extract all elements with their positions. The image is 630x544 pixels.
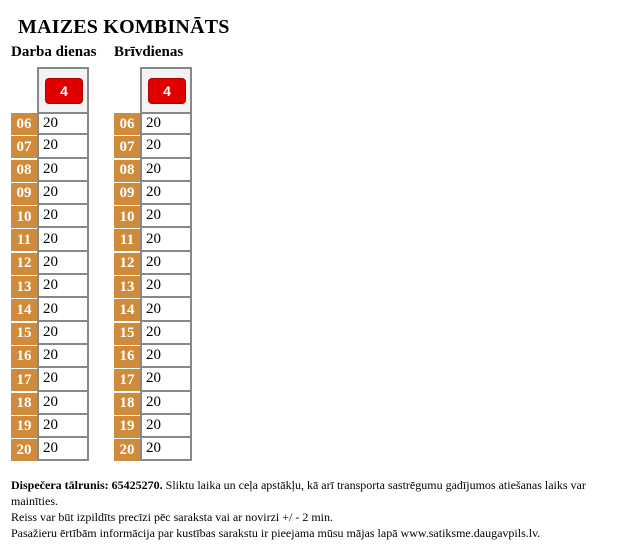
minutes-cell: 20 bbox=[37, 112, 89, 135]
schedule-row bbox=[11, 112, 91, 135]
schedule-row bbox=[114, 415, 194, 438]
minutes-cell: 20 bbox=[140, 438, 192, 461]
hour-cell: 10 bbox=[11, 206, 37, 228]
hour-cell: 17 bbox=[11, 369, 37, 391]
hour-cell: 16 bbox=[114, 346, 140, 368]
weekdays-heading: Darba dienas bbox=[11, 44, 97, 60]
minutes-cell: 20 bbox=[37, 298, 89, 321]
schedule-row bbox=[114, 252, 194, 275]
minutes-cell: 20 bbox=[140, 159, 192, 182]
minutes-cell: 20 bbox=[140, 252, 192, 275]
minutes-cell: 20 bbox=[37, 159, 89, 182]
route-header bbox=[140, 67, 192, 112]
dispatcher-phone: Dispečera tālrunis: 65425270. bbox=[11, 478, 163, 492]
schedule-row bbox=[114, 112, 194, 135]
minutes-cell: 20 bbox=[37, 182, 89, 205]
weekends-heading: Brīvdienas bbox=[114, 44, 184, 60]
minutes-cell: 20 bbox=[140, 275, 192, 298]
schedule-row bbox=[114, 345, 194, 368]
minutes-cell: 20 bbox=[37, 135, 89, 158]
schedule-row bbox=[11, 252, 91, 275]
hour-cell: 18 bbox=[11, 393, 37, 415]
hour-cell: 08 bbox=[114, 160, 140, 182]
route-header bbox=[37, 67, 89, 112]
minutes-cell: 20 bbox=[37, 228, 89, 251]
weekdays-schedule bbox=[11, 67, 91, 461]
minutes-cell: 20 bbox=[140, 228, 192, 251]
hour-cell: 08 bbox=[11, 160, 37, 182]
minutes-cell: 20 bbox=[37, 345, 89, 368]
schedule-row bbox=[114, 368, 194, 391]
schedule-row bbox=[114, 275, 194, 298]
schedule-row bbox=[114, 322, 194, 345]
hour-cell: 09 bbox=[11, 183, 37, 205]
minutes-cell: 20 bbox=[37, 322, 89, 345]
schedule-row bbox=[11, 275, 91, 298]
schedule-row bbox=[114, 298, 194, 321]
schedule-row bbox=[11, 322, 91, 345]
hour-cell: 11 bbox=[114, 229, 140, 251]
schedule-row bbox=[11, 392, 91, 415]
schedule-row bbox=[11, 345, 91, 368]
schedule-row bbox=[11, 415, 91, 438]
minutes-cell: 20 bbox=[140, 205, 192, 228]
hour-cell: 20 bbox=[11, 439, 37, 461]
minutes-cell: 20 bbox=[140, 392, 192, 415]
schedule-row bbox=[114, 392, 194, 415]
schedule-row bbox=[11, 438, 91, 461]
schedule-row bbox=[11, 159, 91, 182]
minutes-cell: 20 bbox=[140, 345, 192, 368]
minutes-cell: 20 bbox=[140, 112, 192, 135]
schedule-row bbox=[114, 438, 194, 461]
hour-cell: 07 bbox=[11, 136, 37, 158]
schedule-row bbox=[114, 159, 194, 182]
schedule-row bbox=[11, 368, 91, 391]
minutes-cell: 20 bbox=[37, 415, 89, 438]
hour-cell: 12 bbox=[114, 253, 140, 275]
minutes-cell: 20 bbox=[140, 182, 192, 205]
footer-line-1 bbox=[11, 477, 623, 509]
schedule-row bbox=[11, 228, 91, 251]
hour-cell: 06 bbox=[11, 113, 37, 135]
hour-cell: 06 bbox=[114, 113, 140, 135]
hour-cell: 10 bbox=[114, 206, 140, 228]
hour-cell: 07 bbox=[114, 136, 140, 158]
hour-cell: 12 bbox=[11, 253, 37, 275]
schedule-row bbox=[11, 135, 91, 158]
page-title: MAIZES KOMBINĀTS bbox=[18, 16, 230, 38]
hour-cell: 13 bbox=[11, 276, 37, 298]
schedule-row bbox=[114, 228, 194, 251]
minutes-cell: 20 bbox=[37, 252, 89, 275]
hour-cell: 15 bbox=[114, 323, 140, 345]
minutes-cell: 20 bbox=[37, 392, 89, 415]
footer-line-2: Reiss var būt izpildīts precīzi pēc saraksta vai ar novirzi +/ - 2 min. bbox=[11, 510, 334, 524]
weekends-schedule bbox=[114, 67, 194, 461]
footer-line-3: Pasažieru ērtībām informācija par kustības sarakstu ir pieejama mūsu mājas lapā www.satiksme.daugavpils.lv. bbox=[11, 526, 541, 540]
route-number-badge[interactable]: 4 bbox=[148, 78, 186, 104]
hour-cell: 13 bbox=[114, 276, 140, 298]
schedule-row bbox=[114, 135, 194, 158]
hour-cell: 20 bbox=[114, 439, 140, 461]
minutes-cell: 20 bbox=[140, 368, 192, 391]
schedule-row bbox=[114, 182, 194, 205]
hour-cell: 09 bbox=[114, 183, 140, 205]
hour-cell: 19 bbox=[11, 416, 37, 438]
hour-cell: 16 bbox=[11, 346, 37, 368]
schedule-row bbox=[11, 298, 91, 321]
hour-cell: 14 bbox=[11, 299, 37, 321]
minutes-cell: 20 bbox=[140, 135, 192, 158]
hour-cell: 14 bbox=[114, 299, 140, 321]
hour-cell: 11 bbox=[11, 229, 37, 251]
hour-cell: 15 bbox=[11, 323, 37, 345]
route-number-badge[interactable]: 4 bbox=[45, 78, 83, 104]
minutes-cell: 20 bbox=[140, 415, 192, 438]
minutes-cell: 20 bbox=[140, 322, 192, 345]
minutes-cell: 20 bbox=[37, 368, 89, 391]
footer-notes bbox=[11, 477, 623, 541]
hour-cell: 19 bbox=[114, 416, 140, 438]
minutes-cell: 20 bbox=[37, 205, 89, 228]
hour-cell: 17 bbox=[114, 369, 140, 391]
schedule-row bbox=[114, 205, 194, 228]
minutes-cell: 20 bbox=[37, 275, 89, 298]
minutes-cell: 20 bbox=[37, 438, 89, 461]
dispatcher-note: Sliktu laika un ceļa apstākļu, kā arī transporta sastrēgumu gadījumos atiešanas laiks var mainīties. bbox=[11, 478, 586, 508]
hour-cell: 18 bbox=[114, 393, 140, 415]
minutes-cell: 20 bbox=[140, 298, 192, 321]
schedule-row bbox=[11, 205, 91, 228]
schedule-row bbox=[11, 182, 91, 205]
